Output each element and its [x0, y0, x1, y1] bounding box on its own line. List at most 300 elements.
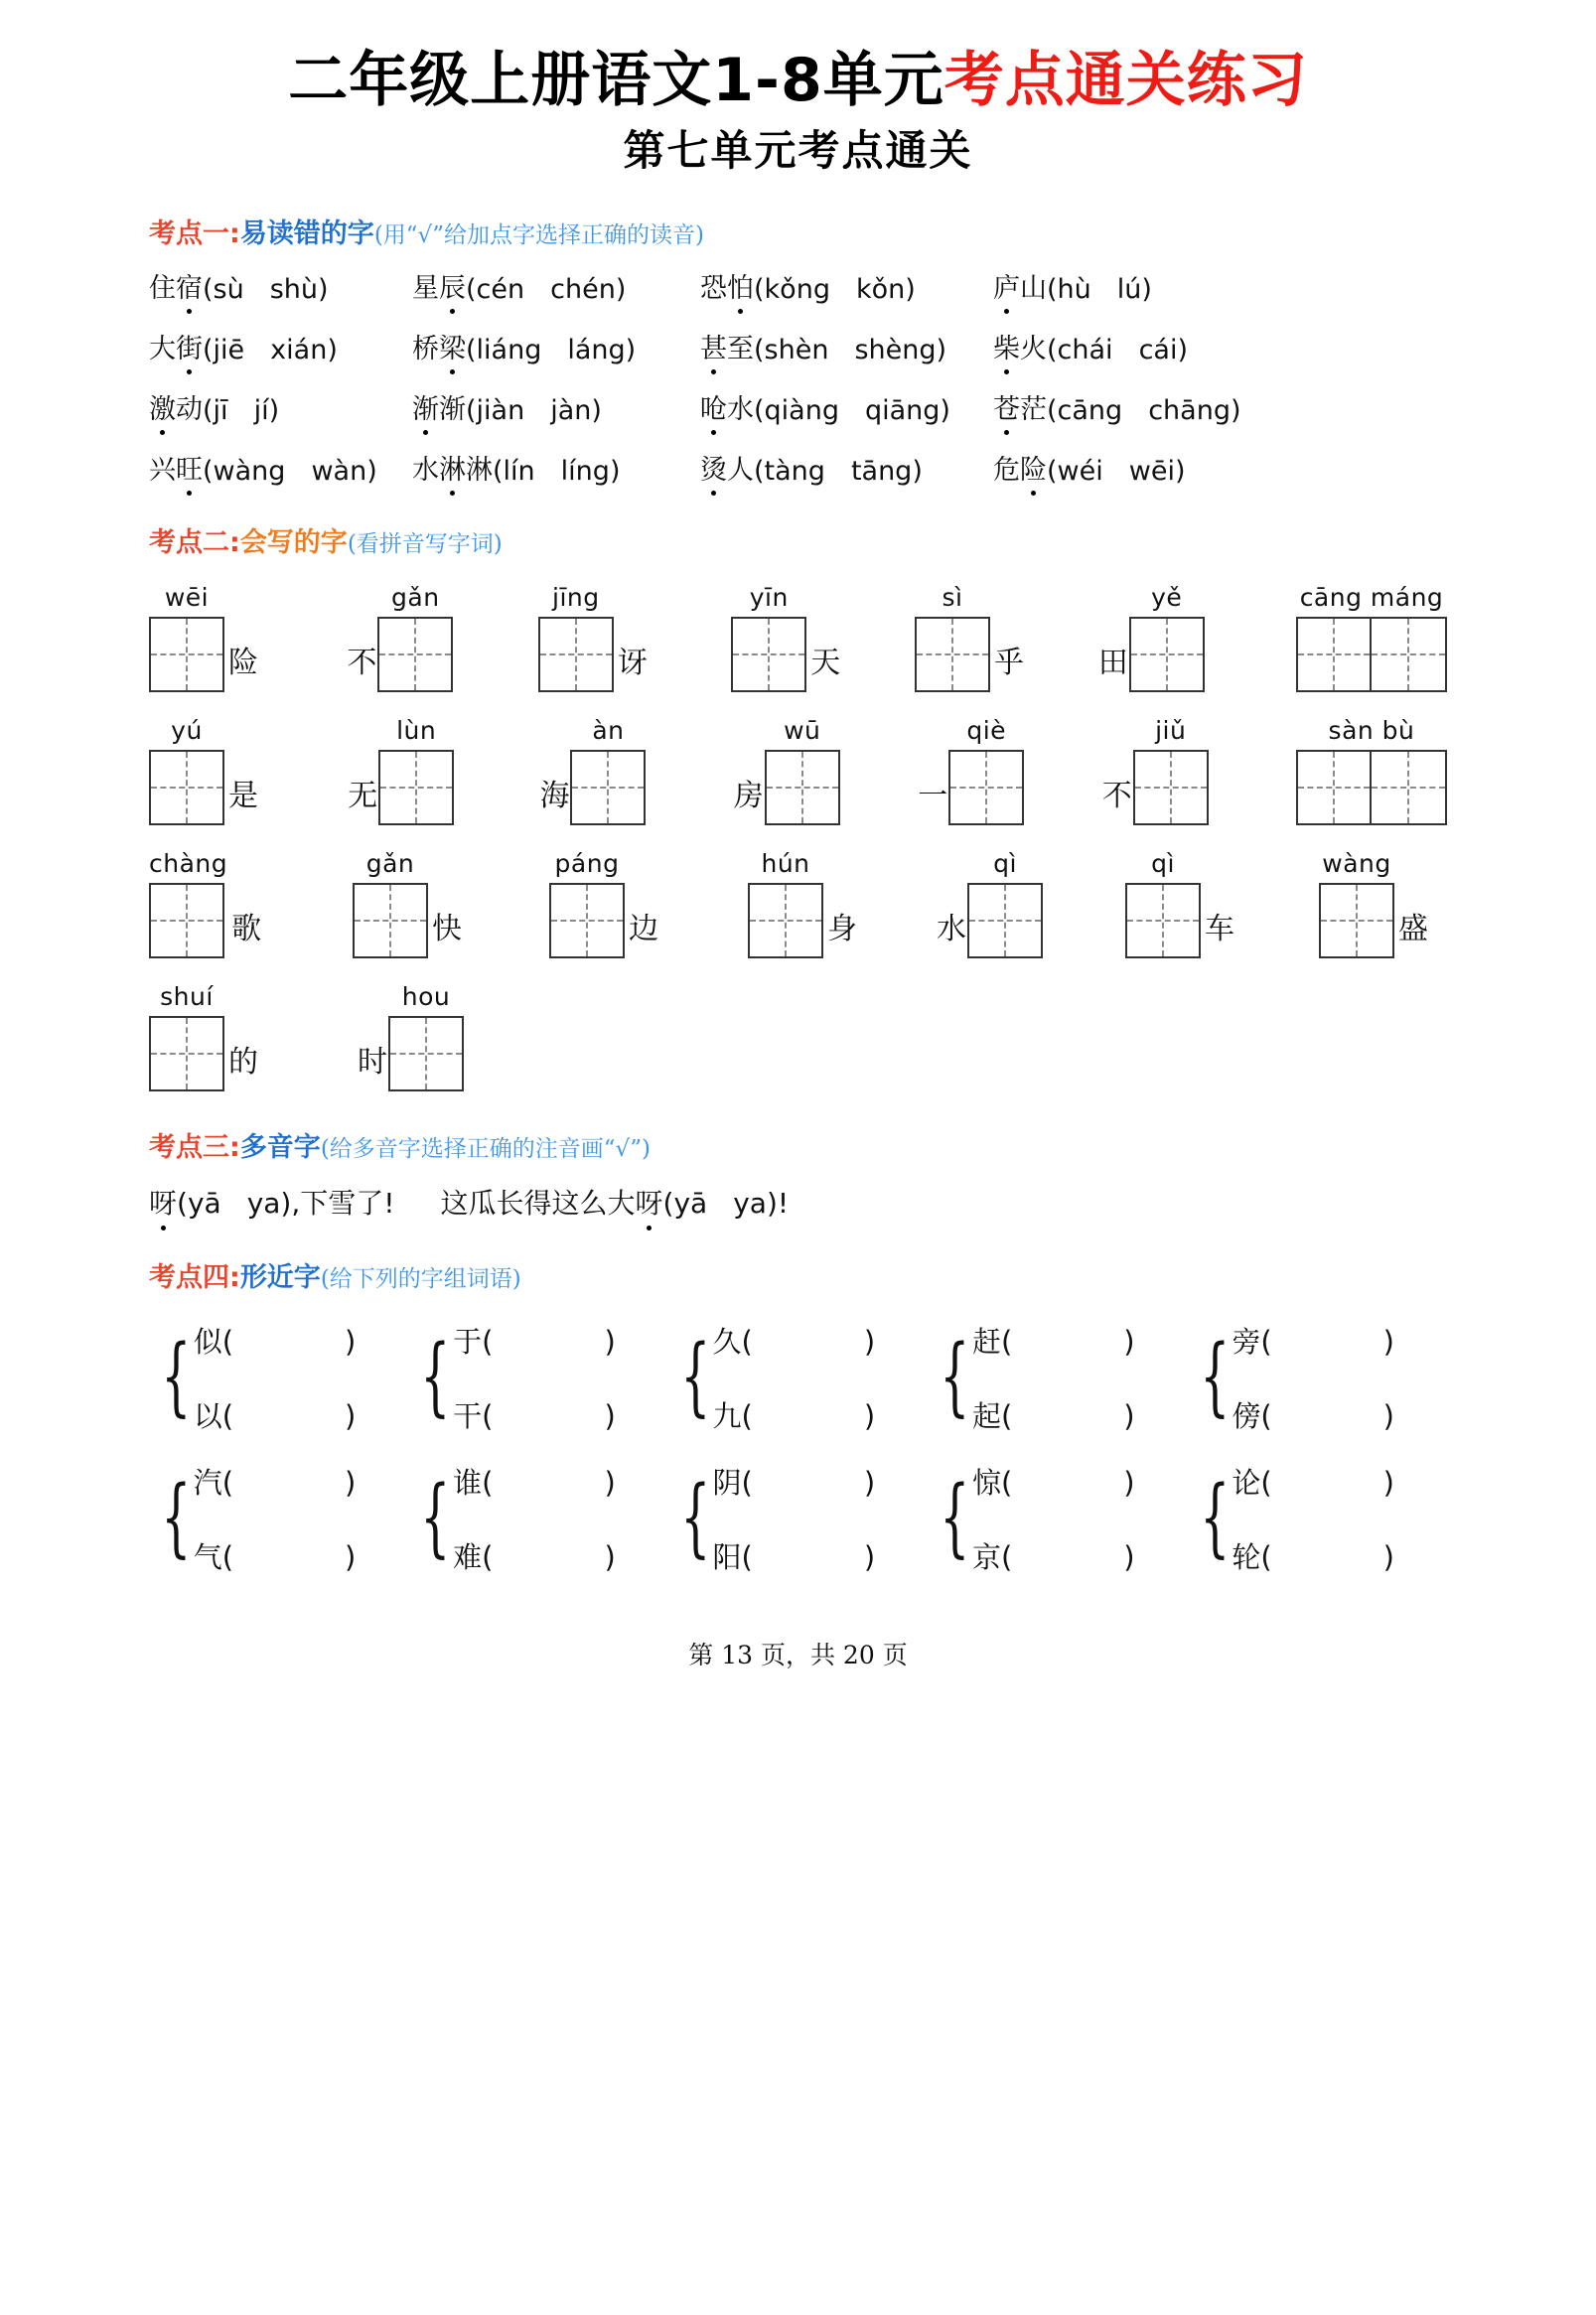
- pinyin-option-b[interactable]: xián: [270, 335, 328, 365]
- pronunciation-item[interactable]: 住 宿 ( sù shù ): [149, 266, 412, 305]
- grid-suffix-char: 险: [228, 646, 258, 680]
- tianzige-boxes: [149, 750, 224, 825]
- pinyin-option-a[interactable]: kǒng: [764, 274, 830, 305]
- char-label: 阴(: [712, 1466, 753, 1500]
- tianzige-box[interactable]: [731, 617, 806, 692]
- pronunciation-item[interactable]: 苍 茫 ( cāng chāng ): [993, 387, 1241, 426]
- tianzige-box[interactable]: [1372, 750, 1447, 825]
- section-header-1: [149, 212, 1447, 250]
- pinyin-option-b[interactable]: láng: [567, 335, 626, 365]
- similar-char-blank[interactable]: [972, 1320, 1135, 1361]
- grid-pinyin: sì: [942, 583, 963, 612]
- pinyin-option-b[interactable]: qiāng: [864, 395, 941, 426]
- pronunciation-item[interactable]: 激 动 ( jī jí ): [149, 387, 412, 426]
- writing-grid-cell[interactable]: [149, 585, 347, 692]
- pinyin-option-a[interactable]: liáng: [476, 335, 542, 365]
- pinyin-option-b[interactable]: kǒn: [855, 274, 906, 305]
- tianzige-box[interactable]: [1319, 883, 1394, 958]
- tianzige-boxes: [1296, 617, 1447, 692]
- similar-char-group: [149, 1320, 408, 1435]
- pronunciation-item[interactable]: 星 辰 ( cén chén ): [412, 266, 700, 305]
- grid-pinyin: hún: [761, 849, 810, 878]
- writing-grid-cell[interactable]: [1102, 718, 1296, 825]
- tianzige-box[interactable]: [538, 617, 614, 692]
- tianzige-box[interactable]: [765, 750, 840, 825]
- curly-brace-icon: {: [420, 1468, 451, 1568]
- section-1-note: (用“√”给加点字选择正确的读音): [373, 222, 704, 248]
- writing-grid-cell[interactable]: [347, 585, 538, 692]
- close-paren: ): [1382, 1399, 1394, 1433]
- pronunciation-item[interactable]: 柴 火 ( chái cái ): [993, 327, 1188, 365]
- grid-suffix-char: 车: [1205, 912, 1234, 946]
- similar-char-blank[interactable]: [453, 1394, 616, 1435]
- curly-brace-icon: {: [680, 1327, 711, 1427]
- tianzige-boxes: [1129, 617, 1205, 692]
- curly-brace-icon: {: [940, 1327, 970, 1427]
- dotted-char: 宿: [176, 266, 203, 305]
- tianzige-boxes: [1125, 883, 1201, 958]
- pronunciation-item[interactable]: 大 街 ( jiē xián ): [149, 327, 412, 365]
- similar-char-blank[interactable]: [453, 1320, 616, 1361]
- tianzige-box[interactable]: [149, 617, 224, 692]
- tianzige-boxes: [1319, 883, 1394, 958]
- grid-suffix-char: 的: [228, 1045, 258, 1080]
- curly-brace-icon: {: [680, 1468, 711, 1568]
- tianzige-box[interactable]: [378, 750, 454, 825]
- similar-char-blank[interactable]: [194, 1535, 357, 1576]
- word-prefix: 水: [412, 455, 439, 486]
- writing-grid-cell[interactable]: [937, 851, 1125, 958]
- pinyin-option-b[interactable]: jàn: [550, 395, 592, 426]
- tianzige-box[interactable]: [388, 1016, 464, 1091]
- similar-char-pair: [1232, 1461, 1394, 1576]
- writing-grid-cell[interactable]: [1296, 718, 1447, 825]
- writing-grid-cell[interactable]: [915, 585, 1098, 692]
- tianzige-box[interactable]: [149, 883, 224, 958]
- tianzige-boxes: [378, 750, 454, 825]
- word-suffix: 渐: [439, 394, 466, 425]
- similar-char-blank[interactable]: [1232, 1394, 1394, 1435]
- similar-char-blank[interactable]: [972, 1461, 1135, 1502]
- grid-pinyin: lùn: [396, 716, 437, 745]
- tianzige-box[interactable]: [1129, 617, 1205, 692]
- tianzige-box[interactable]: [748, 883, 823, 958]
- similar-char-blank[interactable]: [713, 1394, 876, 1435]
- grid-stack: [149, 984, 224, 1091]
- similar-char-blank[interactable]: [713, 1320, 876, 1361]
- similar-char-pair: [972, 1320, 1135, 1435]
- grid-prefix-char: 水: [937, 912, 966, 946]
- grid-pinyin: yě: [1151, 583, 1183, 612]
- pinyin-option-a[interactable]: qiàng: [764, 395, 839, 426]
- pinyin-option-b[interactable]: líng: [560, 456, 610, 487]
- pinyin-option-a[interactable]: lín: [503, 456, 535, 487]
- similar-char-pair: [972, 1461, 1135, 1576]
- section-1-body: [149, 266, 1447, 487]
- word-prefix: 星: [412, 273, 439, 304]
- similar-char-blank[interactable]: [1232, 1320, 1394, 1361]
- similar-char-group: [149, 1461, 408, 1576]
- sentence-head: 这瓜长得这么大: [440, 1187, 636, 1220]
- similar-char-blank[interactable]: [453, 1461, 616, 1502]
- tianzige-boxes: [538, 617, 614, 692]
- writing-grid-cell[interactable]: [748, 851, 937, 958]
- dotted-char: 激: [149, 387, 176, 426]
- writing-grid-cell[interactable]: [731, 585, 915, 692]
- char-label: 谁(: [453, 1466, 494, 1500]
- grid-pinyin: wàng: [1322, 849, 1391, 878]
- section-2-number: 考点二:: [149, 527, 240, 558]
- section-4-note: (给下列的字组词语): [320, 1266, 521, 1292]
- section-4-number: 考点四:: [149, 1262, 240, 1293]
- close-paren: ): [604, 1540, 616, 1574]
- curly-brace-icon: {: [161, 1327, 192, 1427]
- word-prefix: 住: [149, 273, 176, 304]
- tianzige-box[interactable]: [1296, 750, 1372, 825]
- section-header-2: [149, 520, 1447, 559]
- pinyin-option-a[interactable]: jiàn: [476, 395, 525, 426]
- similar-char-group: [668, 1461, 928, 1576]
- word-suffix: 至: [727, 334, 754, 364]
- pinyin-option-b[interactable]: chén: [550, 274, 616, 305]
- pronunciation-item[interactable]: 桥 梁 ( liáng láng ): [412, 327, 700, 365]
- pronunciation-item[interactable]: 呛 水 ( qiàng qiāng ): [700, 387, 993, 426]
- grid-suffix-char: 是: [228, 779, 258, 813]
- polyphone-sentence[interactable]: 呀(yā ya),下雪了!: [149, 1182, 395, 1222]
- page-title: [149, 46, 1447, 178]
- section-2-name: 会写的字: [239, 527, 348, 558]
- dotted-char: 呛: [700, 387, 727, 426]
- grid-stack: [1296, 718, 1447, 825]
- close-paren: ): [863, 1325, 876, 1359]
- pinyin-option-b[interactable]: chāng: [1148, 395, 1231, 426]
- pinyin-option-a[interactable]: wàng: [213, 456, 286, 487]
- tianzige-box[interactable]: [1125, 883, 1201, 958]
- word-suffix: 人: [727, 455, 754, 486]
- tianzige-box[interactable]: [377, 617, 453, 692]
- dotted-char: 呀: [149, 1182, 177, 1222]
- section-3-number: 考点三:: [149, 1132, 240, 1163]
- grid-suffix-char: 快: [432, 912, 462, 946]
- pinyin-option-b[interactable]: ya: [246, 1187, 281, 1220]
- grid-stack: [1129, 585, 1205, 692]
- word-prefix: 兴: [149, 455, 176, 486]
- similar-char-blank[interactable]: [453, 1535, 616, 1576]
- pronunciation-item[interactable]: 甚 至 ( shèn shèng ): [700, 327, 993, 365]
- similar-char-row: [149, 1320, 1447, 1435]
- similar-char-group: [408, 1461, 667, 1576]
- grid-stack: [149, 851, 227, 958]
- writing-grid-cell[interactable]: [539, 718, 733, 825]
- close-paren: ): [1123, 1325, 1135, 1359]
- writing-grid-row: [149, 585, 1447, 692]
- section-1-number: 考点一:: [149, 218, 240, 249]
- char-label: 京(: [971, 1540, 1013, 1574]
- pinyin-option-b[interactable]: wàn: [311, 456, 367, 487]
- tianzige-box[interactable]: [967, 883, 1043, 958]
- grid-pinyin: chàng: [149, 849, 228, 878]
- pronunciation-item[interactable]: 庐 山 ( hù lú ): [993, 266, 1152, 305]
- writing-grid-cell[interactable]: [734, 718, 919, 825]
- similar-char-blank[interactable]: [194, 1461, 357, 1502]
- tianzige-boxes: [377, 617, 453, 692]
- pinyin-option-b[interactable]: jí: [253, 395, 269, 426]
- grid-pinyin: wēi: [164, 583, 210, 612]
- writing-grid-row: [149, 851, 1447, 958]
- grid-suffix-char: 边: [629, 912, 658, 946]
- char-label: 起(: [971, 1399, 1013, 1433]
- polyphone-sentence[interactable]: 这瓜长得这么大呀(yā ya)!: [441, 1182, 790, 1222]
- tianzige-boxes: [765, 750, 840, 825]
- section-header-3: [149, 1125, 1447, 1164]
- tianzige-boxes: [149, 883, 227, 958]
- similar-char-blank[interactable]: [713, 1535, 876, 1576]
- grid-stack: [149, 718, 224, 825]
- writing-grid-row: [149, 984, 1447, 1091]
- grid-suffix-char: 天: [810, 646, 841, 680]
- grid-stack: [353, 851, 428, 958]
- writing-grid-cell[interactable]: [918, 718, 1102, 825]
- grid-stack: [149, 585, 224, 692]
- tianzige-box[interactable]: [1296, 617, 1372, 692]
- char-label: 久(: [712, 1325, 753, 1359]
- grid-pinyin: qì: [993, 849, 1017, 878]
- writing-grid-cell[interactable]: [149, 851, 353, 958]
- char-label: 难(: [453, 1540, 494, 1574]
- grid-stack: [1296, 585, 1447, 692]
- tianzige-box[interactable]: [353, 883, 428, 958]
- similar-char-blank[interactable]: [1232, 1461, 1394, 1502]
- grid-stack: [748, 851, 823, 958]
- pronunciation-row: [149, 266, 1447, 305]
- char-label: 惊(: [971, 1466, 1013, 1500]
- char-label: 气(: [193, 1540, 234, 1574]
- close-paren: ): [604, 1466, 616, 1500]
- pinyin-option-a[interactable]: yā: [673, 1187, 708, 1220]
- dotted-char: 甚: [700, 327, 727, 365]
- pinyin-option-a[interactable]: tàng: [764, 456, 825, 487]
- pronunciation-item[interactable]: 烫 人 ( tàng tāng ): [700, 448, 993, 487]
- curly-brace-icon: {: [161, 1468, 192, 1568]
- char-label: 于(: [453, 1325, 494, 1359]
- close-paren: ): [1382, 1325, 1394, 1359]
- pinyin-option-b[interactable]: shù: [269, 274, 319, 305]
- writing-grid-cell[interactable]: [149, 718, 348, 825]
- grid-pinyin: hou: [401, 982, 451, 1011]
- grid-prefix-char: 无: [348, 779, 378, 813]
- similar-char-row: [149, 1461, 1447, 1576]
- pronunciation-row: [149, 387, 1447, 426]
- dotted-char: 怕: [727, 266, 754, 305]
- sentence-tail: ,下雪了!: [291, 1187, 395, 1220]
- tianzige-box[interactable]: [549, 883, 625, 958]
- pinyin-option-a[interactable]: sù: [213, 274, 244, 305]
- pinyin-option-a[interactable]: cén: [476, 274, 525, 305]
- pronunciation-item[interactable]: 渐 渐 ( jiàn jàn ): [412, 387, 700, 426]
- similar-char-group: [1188, 1320, 1447, 1435]
- grid-stack: [948, 718, 1024, 825]
- tianzige-boxes: [967, 883, 1043, 958]
- tianzige-boxes: [748, 883, 823, 958]
- pinyin-option-a[interactable]: hù: [1057, 274, 1091, 305]
- grid-suffix-char: 歌: [231, 912, 262, 946]
- tianzige-box[interactable]: [1133, 750, 1209, 825]
- grid-stack: [388, 984, 464, 1091]
- pinyin-option-a[interactable]: jiē: [213, 335, 245, 365]
- dotted-char: 渐: [412, 387, 439, 426]
- similar-char-group: [928, 1320, 1187, 1435]
- dotted-char: 旺: [176, 448, 203, 487]
- close-paren: ): [604, 1399, 616, 1433]
- grid-stack: [1319, 851, 1394, 958]
- similar-char-pair: [713, 1461, 876, 1576]
- pinyin-option-b[interactable]: cái: [1138, 335, 1178, 365]
- grid-stack: [765, 718, 840, 825]
- word-suffix: 动: [176, 394, 203, 425]
- similar-char-blank[interactable]: [194, 1320, 357, 1361]
- grid-suffix-char: 身: [827, 912, 857, 946]
- similar-char-blank[interactable]: [1232, 1535, 1394, 1576]
- writing-grid-cell[interactable]: [1125, 851, 1319, 958]
- char-label: 干(: [453, 1399, 494, 1433]
- pinyin-option-b[interactable]: shèng: [854, 335, 937, 365]
- similar-char-group: [928, 1461, 1187, 1576]
- grid-pinyin: gǎn: [365, 849, 415, 878]
- section-2-note: (看拼音写字词): [347, 531, 503, 557]
- curly-brace-icon: {: [1199, 1327, 1231, 1427]
- tianzige-boxes: [388, 1016, 464, 1091]
- writing-grid-cell[interactable]: [538, 585, 731, 692]
- dotted-char: 苍: [993, 387, 1020, 426]
- section-2-body: [149, 585, 1447, 1091]
- grid-pinyin: wū: [784, 716, 821, 745]
- word-prefix: 恐: [700, 273, 727, 304]
- section-4-name: 形近字: [239, 1262, 321, 1293]
- pinyin-option-a[interactable]: cāng: [1057, 395, 1123, 426]
- grid-pinyin: jīng: [552, 583, 600, 612]
- section-1-name: 易读错的字: [239, 218, 374, 249]
- tianzige-boxes: [948, 750, 1024, 825]
- grid-stack: [549, 851, 625, 958]
- close-paren: ): [863, 1540, 876, 1574]
- section-4-body: [149, 1320, 1447, 1576]
- tianzige-boxes: [353, 883, 428, 958]
- dotted-char: 街: [176, 327, 203, 365]
- grid-prefix-char: 海: [539, 779, 570, 813]
- writing-grid-cell[interactable]: [1319, 851, 1428, 958]
- similar-char-blank[interactable]: [972, 1394, 1135, 1435]
- title-subtitle: 第七单元考点通关: [623, 126, 973, 175]
- pinyin-option-a[interactable]: wéi: [1057, 456, 1103, 487]
- close-paren: ): [345, 1540, 357, 1574]
- pronunciation-item[interactable]: 水 淋 淋 ( lín líng ): [412, 448, 700, 487]
- section-3-note: (给多音字选择正确的注音画“√”): [320, 1136, 651, 1162]
- word-suffix: 火: [1020, 334, 1047, 364]
- grid-stack: [378, 718, 454, 825]
- writing-grid-cell[interactable]: [1296, 585, 1447, 692]
- grid-stack: [1133, 718, 1209, 825]
- pinyin-option-b[interactable]: tāng: [850, 456, 913, 487]
- tianzige-box[interactable]: [149, 1016, 224, 1091]
- section-header-4: [149, 1255, 1447, 1294]
- tianzige-box[interactable]: [1372, 617, 1447, 692]
- grid-pinyin: sàn bù: [1328, 716, 1415, 745]
- word-prefix: 桥: [412, 334, 439, 364]
- grid-pinyin: gǎn: [391, 583, 440, 612]
- tianzige-boxes: [915, 617, 990, 692]
- tianzige-boxes: [149, 617, 224, 692]
- writing-grid-cell[interactable]: [1098, 585, 1296, 692]
- close-paren: ): [1382, 1466, 1394, 1500]
- word-suffix: 茫: [1020, 394, 1047, 425]
- pinyin-option-b[interactable]: ya: [733, 1187, 767, 1220]
- word-suffix: 淋: [466, 455, 493, 486]
- similar-char-group: [408, 1320, 667, 1435]
- pinyin-option-a[interactable]: shèn: [764, 335, 829, 365]
- grid-pinyin: cāng máng: [1299, 583, 1444, 612]
- writing-grid-cell[interactable]: [549, 851, 748, 958]
- grid-stack: [538, 585, 614, 692]
- pinyin-option-a[interactable]: jī: [213, 395, 228, 426]
- grid-prefix-char: 房: [733, 779, 764, 813]
- polyphone-sentence-row: [149, 1182, 1447, 1222]
- grid-pinyin: jiǔ: [1155, 716, 1187, 745]
- char-label: 论(: [1232, 1466, 1272, 1500]
- close-paren: ): [345, 1325, 357, 1359]
- word-suffix: 山: [1020, 273, 1047, 304]
- writing-grid-row: [149, 718, 1447, 825]
- similar-char-blank[interactable]: [972, 1535, 1135, 1576]
- dotted-char: 柴: [993, 327, 1020, 365]
- similar-char-blank[interactable]: [194, 1394, 357, 1435]
- similar-char-group: [1188, 1461, 1447, 1576]
- pronunciation-item[interactable]: 兴 旺 ( wàng wàn ): [149, 448, 412, 487]
- dotted-char: 辰: [439, 266, 466, 305]
- close-paren: ): [863, 1466, 876, 1500]
- pronunciation-item[interactable]: 恐 怕 ( kǒng kǒn ): [700, 266, 993, 305]
- dotted-char: 烫: [700, 448, 727, 487]
- close-paren: ): [1123, 1399, 1135, 1433]
- tianzige-box[interactable]: [915, 617, 990, 692]
- grid-pinyin: qiè: [966, 716, 1007, 745]
- char-label: 傍(: [1232, 1399, 1272, 1433]
- similar-char-blank[interactable]: [713, 1461, 876, 1502]
- close-paren: ): [1123, 1466, 1135, 1500]
- pinyin-option-b[interactable]: lú: [1116, 274, 1142, 305]
- writing-grid-cell[interactable]: [353, 851, 549, 958]
- writing-grid-cell[interactable]: [358, 984, 464, 1091]
- pinyin-option-a[interactable]: chái: [1057, 335, 1113, 365]
- tianzige-box[interactable]: [948, 750, 1024, 825]
- pinyin-option-a[interactable]: yā: [187, 1187, 221, 1220]
- tianzige-boxes: [1296, 750, 1447, 825]
- writing-grid-cell[interactable]: [149, 984, 358, 1091]
- pronunciation-row: [149, 448, 1447, 487]
- writing-grid-cell[interactable]: [348, 718, 539, 825]
- grid-suffix-char: 盛: [1398, 912, 1428, 946]
- close-paren: ): [863, 1399, 876, 1433]
- title-red-part: 考点通关练习: [943, 46, 1308, 115]
- tianzige-box[interactable]: [570, 750, 646, 825]
- grid-pinyin: yú: [171, 716, 203, 745]
- pronunciation-item[interactable]: 危 险 ( wéi wēi ): [993, 448, 1186, 487]
- grid-prefix-char: 不: [347, 646, 377, 680]
- similar-char-group: [668, 1320, 928, 1435]
- curly-brace-icon: {: [1199, 1468, 1231, 1568]
- pinyin-option-b[interactable]: wēi: [1128, 456, 1175, 487]
- grid-stack: [967, 851, 1043, 958]
- tianzige-box[interactable]: [149, 750, 224, 825]
